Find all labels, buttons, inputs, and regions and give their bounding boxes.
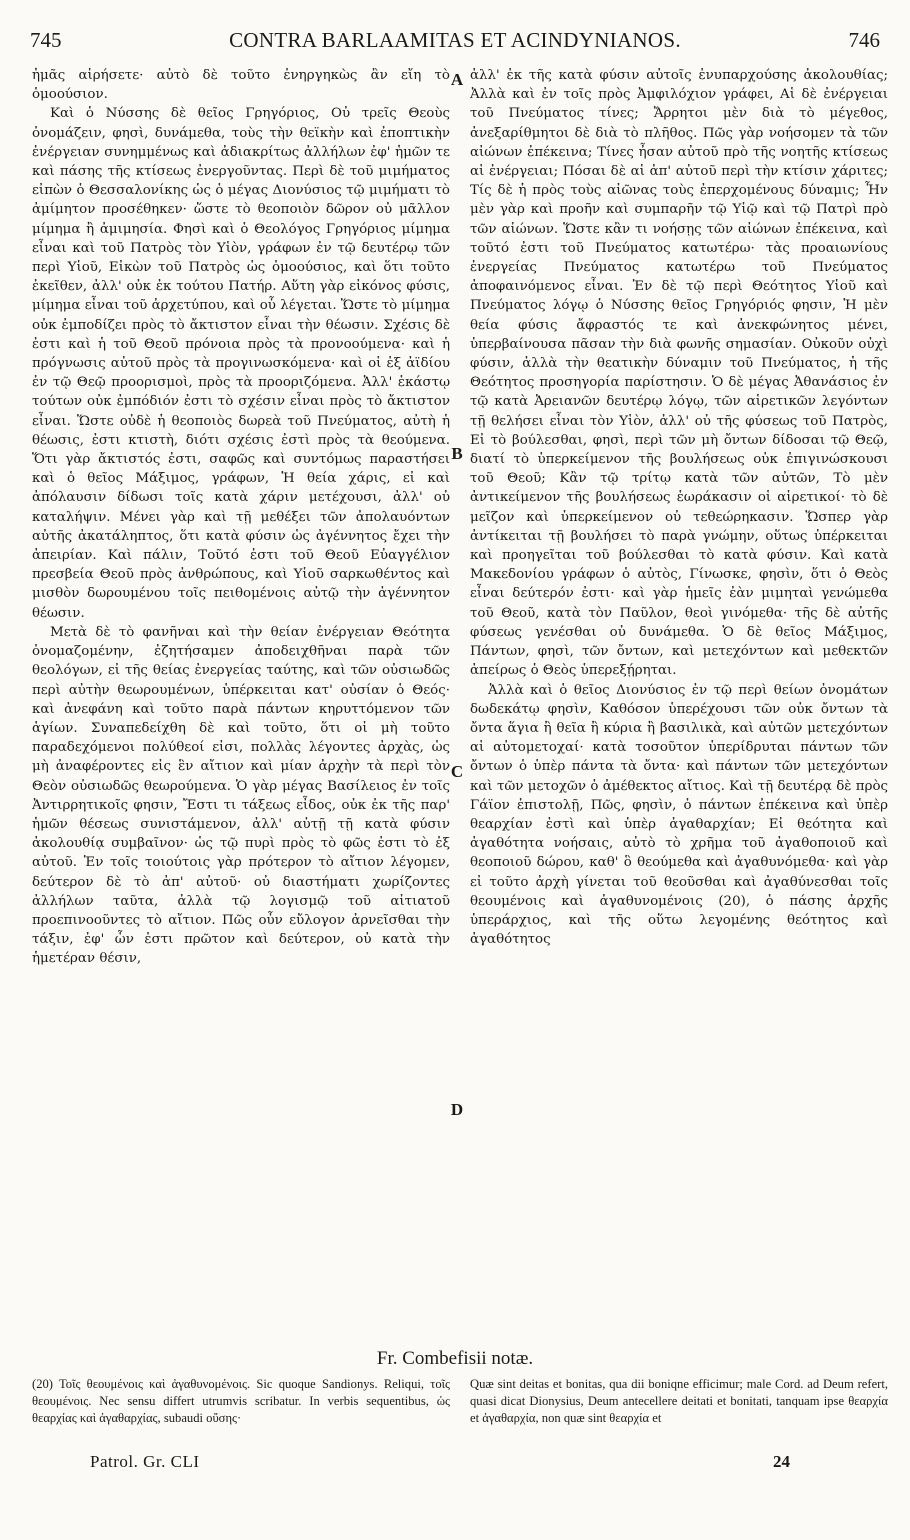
margin-letter-c: C xyxy=(450,762,464,781)
margin-letter-d: D xyxy=(450,1100,464,1119)
footer-gathering-number: 24 xyxy=(773,1452,790,1471)
paragraph: ἡμᾶς αἱρήσετε· αὐτὸ δὲ τοῦτο ἐνηργηκὼς ἂν εἴη τὸ ὁμοούσιον. xyxy=(32,68,450,103)
margin-letter-b: B xyxy=(451,444,463,463)
footnote-right: Quæ sint deitas et bonitas, qua dii boniqne efficimur; male Cord. ad Deum refert, quasi dicat Dionysius, Deum antecellere deitati et bonitati, tanquam ipse θεαρχία et ἀγαθαρχία, non quæ sint θεαρχία et xyxy=(470,1377,888,1425)
paragraph: Ἀλλὰ καὶ ὁ θεῖος Διονύσιος ἐν τῷ περὶ θείων ὀνομάτων δωδεκάτῳ φησὶν, Καθόσον ὑπερέχουσι τῶν οὐκ ὄντων τὰ ὄντα ἅγια ἢ θεῖα ἢ κύρια ἢ βασιλικὰ, καὶ αὐτῶν μετεχόντων αἱ αὐτομετοχαί· κατὰ τοσοῦτον ὑπερίδρυται πάντων τῶν ὄντων ὁ ὑπὲρ πάντα τὰ ὄντα· καὶ πάντων τῶν μετεχόντων καὶ τῶν μετοχῶν ὁ ἀμέθεκτος αἴτιος. Καὶ τῇ δευτέρᾳ δὲ πρὸς Γάϊον ἐπιστολῇ, Πῶς, φησὶν, ὁ πάντων ἐπέκεινα καὶ ὑπὲρ θεαρχίαν ἐστὶ καὶ ὑπὲρ ἀγαθαρχίαν; Εἰ θεότητα καὶ ἀγαθότητα νοήσαις, αὐτὸ τὸ χρῆμα τοῦ ἀγαθοποιοῦ καὶ θεοποιοῦ δώρου, καθ' ὃ θεούμεθα καὶ ἀγαθυνόμεθα· καὶ γὰρ εἰ τοῦτο ἀρχὴ γίνεται τοῦ θεοῦσθαι καὶ ἀγαθύνεσθαι τοῖς θεουμένοις καὶ ἀγαθυνομένοις (20), ὁ πάσης ἀρχῆς ὑπεράρχιος, καὶ τῆς οὕτω λεγομένης θεότητος καὶ ἀγαθότητος xyxy=(470,682,888,948)
running-title: CONTRA BARLAAMITAS ET ACINDYNIANOS. xyxy=(229,28,681,52)
paragraph: Καὶ ὁ Νύσσης δὲ θεῖος Γρηγόριος, Οὐ τρεῖς Θεοὺς ὀνομάζειν, φησὶ, δυνάμεθα, τοὺς τὴν θεϊκὴν καὶ ἐποπτικὴν ἐνέργειαν συνημμένως καὶ ἀδιακρίτως ἀλλήλων ἐφ' ἡμῶν τε καὶ πάσης τῆς κτίσεως ἐνεργοῦντας. Περὶ δὲ τοῦ μιμήματος εἰπὼν ὁ Θεσσαλονίκης ὡς ὁ μέγας Διονύσιος τῷ μιμήματι τὸ ἀμίμητον προσέθηκεν· ὥστε τὸ θεοποιὸν δῶρον οὐ μᾶλλον μίμημα ἢ ἀμιμησία. Φησὶ καὶ ὁ Θεολόγος Γρηγόριος μίμημα εἶναι καὶ τοῦ Πατρὸς τὸν Υἱὸν, γράφων ἐν τῷ δευτέρῳ τῶν περὶ Υἱοῦ, Εἰκὼν τοῦ Πατρὸς ὡς ὁμοούσιος, καὶ ὅτι τοῦτο ἐκεῖθεν, ἀλλ' οὐκ ἐκ τούτου Πατήρ. Αὕτη γὰρ εἰκόνος φύσις, μίμημα εἶναι τοῦ ἀρχετύπου, καὶ οὗ λέγεται. Ὥστε τὸ μίμημα οὐκ ἐμποδίζει πρὸς τὸ ἄκτιστον εἶναι τὴν θέωσιν. Σχέσις δὲ ἐστι καὶ ἡ τοῦ Θεοῦ πρόνοια πρὸς τὰ προνοούμενα· καὶ ἡ πρόγνωσις αὐτοῦ πρὸς τὰ προγινωσκόμενα· καὶ οἱ ἐξ ἀϊδίου ἐν τῷ Θεῷ προορισμοὶ, πρὸς τὰ προοριζόμενα. Ἀλλ' ἑκάστῳ τούτων οὐκ ἐμπόδιόν ἐστι τὸ σχέσιν εἶναι πρὸς τὸ ἄκτιστον εἶναι. Ὥστε οὐδὲ ἡ θεοποιὸς δωρεὰ τοῦ Πνεύματος, αὐτὴ ἡ θέωσις, ἐστι κτιστὴ, διότι σχέσις ἐστὶ πρὸς τὰ θεούμενα. Ὅτι γὰρ ἄκτιστός ἐστι, σαφῶς καὶ συντόμως παραστήσει καὶ ὁ θεῖος Μάξιμος, γράφων, Ἡ θεία χάρις, εἰ καὶ ἀπόλαυσιν δίδωσι τοῖς κατὰ χάριν μετέχουσι, ἀλλ' οὐ καταλήψιν. Μένει γὰρ καὶ τῇ μεθέξει τῶν ἀπολαυόντων αὐτῆς ἀκατάληπτος, ὅτι κατὰ φύσιν ὡς ἀγέννητος ἔχει τὴν ἀπειρίαν. Καὶ πάλιν, Τοῦτό ἐστι τοῦ Θεοῦ Εὐαγγέλιον πρεσβεία Θεοῦ πρὸς ἀνθρώπους, καὶ Υἱοῦ σαρκωθέντος καὶ μισθὸν δωρουμένου τοῖς πειθομένοις αὐτῷ τὴν ἀγέννητον θέωσιν. xyxy=(32,106,450,621)
footnote-left: (20) Τοῖς θεουμένοις καὶ ἀγαθυνομένοις. Sic quoque Sandionys. Reliqui, τοῖς θεουμένοις. Nec sensu differt utrumvis scribatur. In verbis sequentibus, ὡς θεαρχίας καὶ ἀγαθαρχίας, subaudi οὔσης· xyxy=(32,1377,450,1425)
left-column xyxy=(32,66,450,1336)
footer-signature: Patrol. Gr. CLI xyxy=(90,1452,200,1471)
page-footer xyxy=(90,1452,790,1476)
margin-letter-a: A xyxy=(450,70,464,89)
page-number-left: 745 xyxy=(30,28,62,52)
right-column xyxy=(470,66,888,1336)
paragraph: Μετὰ δὲ τὸ φανῆναι καὶ τὴν θείαν ἐνέργειαν Θεότητα ὀνομαζομένην, ἐζητήσαμεν ἀποδειχθῆναι παρὰ τῶν θεολόγων, εἰ τῆς θείας ἐνεργείας ταύτης, καὶ τῶν οὐσιωδῶς περὶ αὐτὴν θεωρουμένων, ὑπέρκειται κατ' οὐσίαν ὁ Θεός· καὶ ἀνεφάνη καὶ τοῦτο παρὰ πάντων κηρυττόμενον τῶν ἁγίων. Συναπεδείχθη δὲ καὶ τοῦτο, ὅτι οἱ μὴ τοῦτο παραδεχόμενοι πολύθεοί εἰσι, πολλὰς λέγοντες ἀρχὰς, ὡς μὴ ἀναφέροντες εἰς ἓν αἴτιον καὶ μίαν ἀρχὴν τὰ περὶ τὸν Θεὸν οὐσιωδῶς θεωρούμενα. Ὁ γὰρ μέγας Βασίλειος ἐν τοῖς Ἀντιρρητικοῖς φησιν, Ἔστι τι τάξεως εἶδος, οὐκ ἐκ τῆς παρ' ἡμῶν θέσεως συνιστάμενον, ἀλλ' αὐτῇ τῇ κατὰ φύσιν ἀκολουθίᾳ συμβαῖνον· ὡς τῷ πυρὶ πρὸς τὸ φῶς ἐστι τὸ ἐξ αὐτοῦ. Ἐν τοῖς τοιούτοις γὰρ πρότερον τὸ αἴτιον λέγομεν, δεύτερον δὲ τὸ ἀπ' αὐτοῦ· οὐ διαστήματι χωρίζοντες ἀλλήλων ταῦτα, ἀλλὰ τῷ λογισμῷ τοῦ αἰτιατοῦ προεπινοοῦντες τὸ αἴτιον. Πῶς οὖν εὔλογον ἀρνεῖσθαι τὴν τάξιν, ἐφ' ὧν ἐστι πρῶτον καὶ δεύτερον, οὐ κατὰ τὴν ἡμετέραν θέσιν, xyxy=(32,624,450,967)
page-header xyxy=(30,28,880,58)
notes-title: Fr. Combefisii notæ. xyxy=(376,1348,534,1369)
paragraph: ἀλλ' ἐκ τῆς κατὰ φύσιν αὐτοῖς ἐνυπαρχούσης ἀκολουθίας; Ἀλλὰ καὶ ἐν τοῖς πρὸς Ἀμφιλόχιον γράφει, Αἱ δὲ ἐνέργειαι τοῦ Πνεύματος τίνες; Ἄρρητοι μὲν διὰ τὸ μέγεθος, ἀνεξαρίθμητοι δὲ διὰ τὸ πλῆθος. Πῶς γὰρ νοήσομεν τὰ τῶν αἰώνων ἐπέκεινα; Τίνες ἦσαν αὐτοῦ πρὸ τῆς νοητῆς κτίσεως αἱ ἐνέργειαι; Πόσαι δὲ αἱ ἀπ' αὐτοῦ περὶ τὴν κτίσιν χάριτες; Τίς δὲ ἡ πρὸς τοὺς αἰῶνας τοὺς ἐπερχομένους δύναμις; Ἦν μὲν γὰρ καὶ προῆν καὶ συμπαρῆν τῷ Υἱῷ καὶ τῷ Πατρὶ πρὸ τῶν αἰώνων. Ὥστε κἂν τι νοήσῃς τῶν αἰώνων ἐπέκεινα, καὶ τοῦτό ἐστι τοῦ Πνεύματος κατωτέρω· τὰς προαιωνίους ἐνεργείας Πνεύματος κατωτέρω τοῦ Πνεύματος ἀποφαινόμενος εἶναι. Ἐν δὲ τῷ περὶ Θεότητος Υἱοῦ καὶ Πνεύματος λόγῳ ὁ Νύσσης θεῖος Γρηγόριός φησιν, Ἡ μὲν θεία φύσις ἄφραστός τε καὶ ἀνεκφώνητος μένει, ὑπερβαίνουσα πᾶσαν τὴν διὰ φωνῆς σημασίαν. Οὐκοῦν οὐχὶ φύσιν, ἀλλὰ τὴν θεατικὴν δύναμιν τοῦ Πνεύματος, ἡ τῆς Θεότητος προσηγορία παρίστησιν. Ὁ δὲ μέγας Ἀθανάσιος ἐν τῷ κατὰ Ἀρειανῶν δευτέρῳ λόγῳ, τῶν αἱρετικῶν λεγόντων τῇ θελήσει εἶναι τὸν Υἱὸν, ἀλλ' οὐ τῆς φύσεως τοῦ Πατρὸς, Εἰ τὸ βούλεσθαι, φησὶ, περὶ τῶν μὴ ὄντων δίδοσαι τῷ Θεῷ, διατί τὸ ὑπερκείμενον τῆς βουλήσεως οὐκ ἐπιγινώσκουσι τοῦ Θεοῦ; Κἂν τῷ τρίτῳ κατὰ τῶν αὐτῶν, Τὸ μὲν ἀντικείμενον τῆς βουλήσεως ἑωράκασιν οἱ αἱρετικοί· τὸ δὲ μεῖζον καὶ ὑπερκείμενον οὐ τεθεώρηκασιν. Ὥσπερ γὰρ ἀντίκειται τῇ βουλήσει τὸ παρὰ γνώμην, οὕτως ὑπέρκειται καὶ προηγεῖται τοῦ βούλεσθαι τὸ κατὰ φύσιν. Καὶ κατὰ Μακεδονίου γράφων ὁ αὐτὸς, Γίνωσκε, φησὶν, ὅτι ὁ Θεὸς εἶναι δεύτερόν ἐστι· καὶ γὰρ ἡμεῖς ἐὰν μιμηταὶ γενώμεθα τοῦ Θεοῦ, κατὰ τὸν Παῦλον, θεοὶ γινόμεθα· τῆς δὲ αὐτῆς φύσεως γενέσθαι οὐ δυνάμεθα. Ὁ δὲ θεῖος Μάξιμος, Πάντων, φησὶ, τῶν ὄντων, καὶ μετεχόντων καὶ μεθεκτῶν ἀπείρως ὁ Θεὸς ὑπερεξῄρηται. xyxy=(470,68,888,679)
page-number-right: 746 xyxy=(848,28,880,52)
